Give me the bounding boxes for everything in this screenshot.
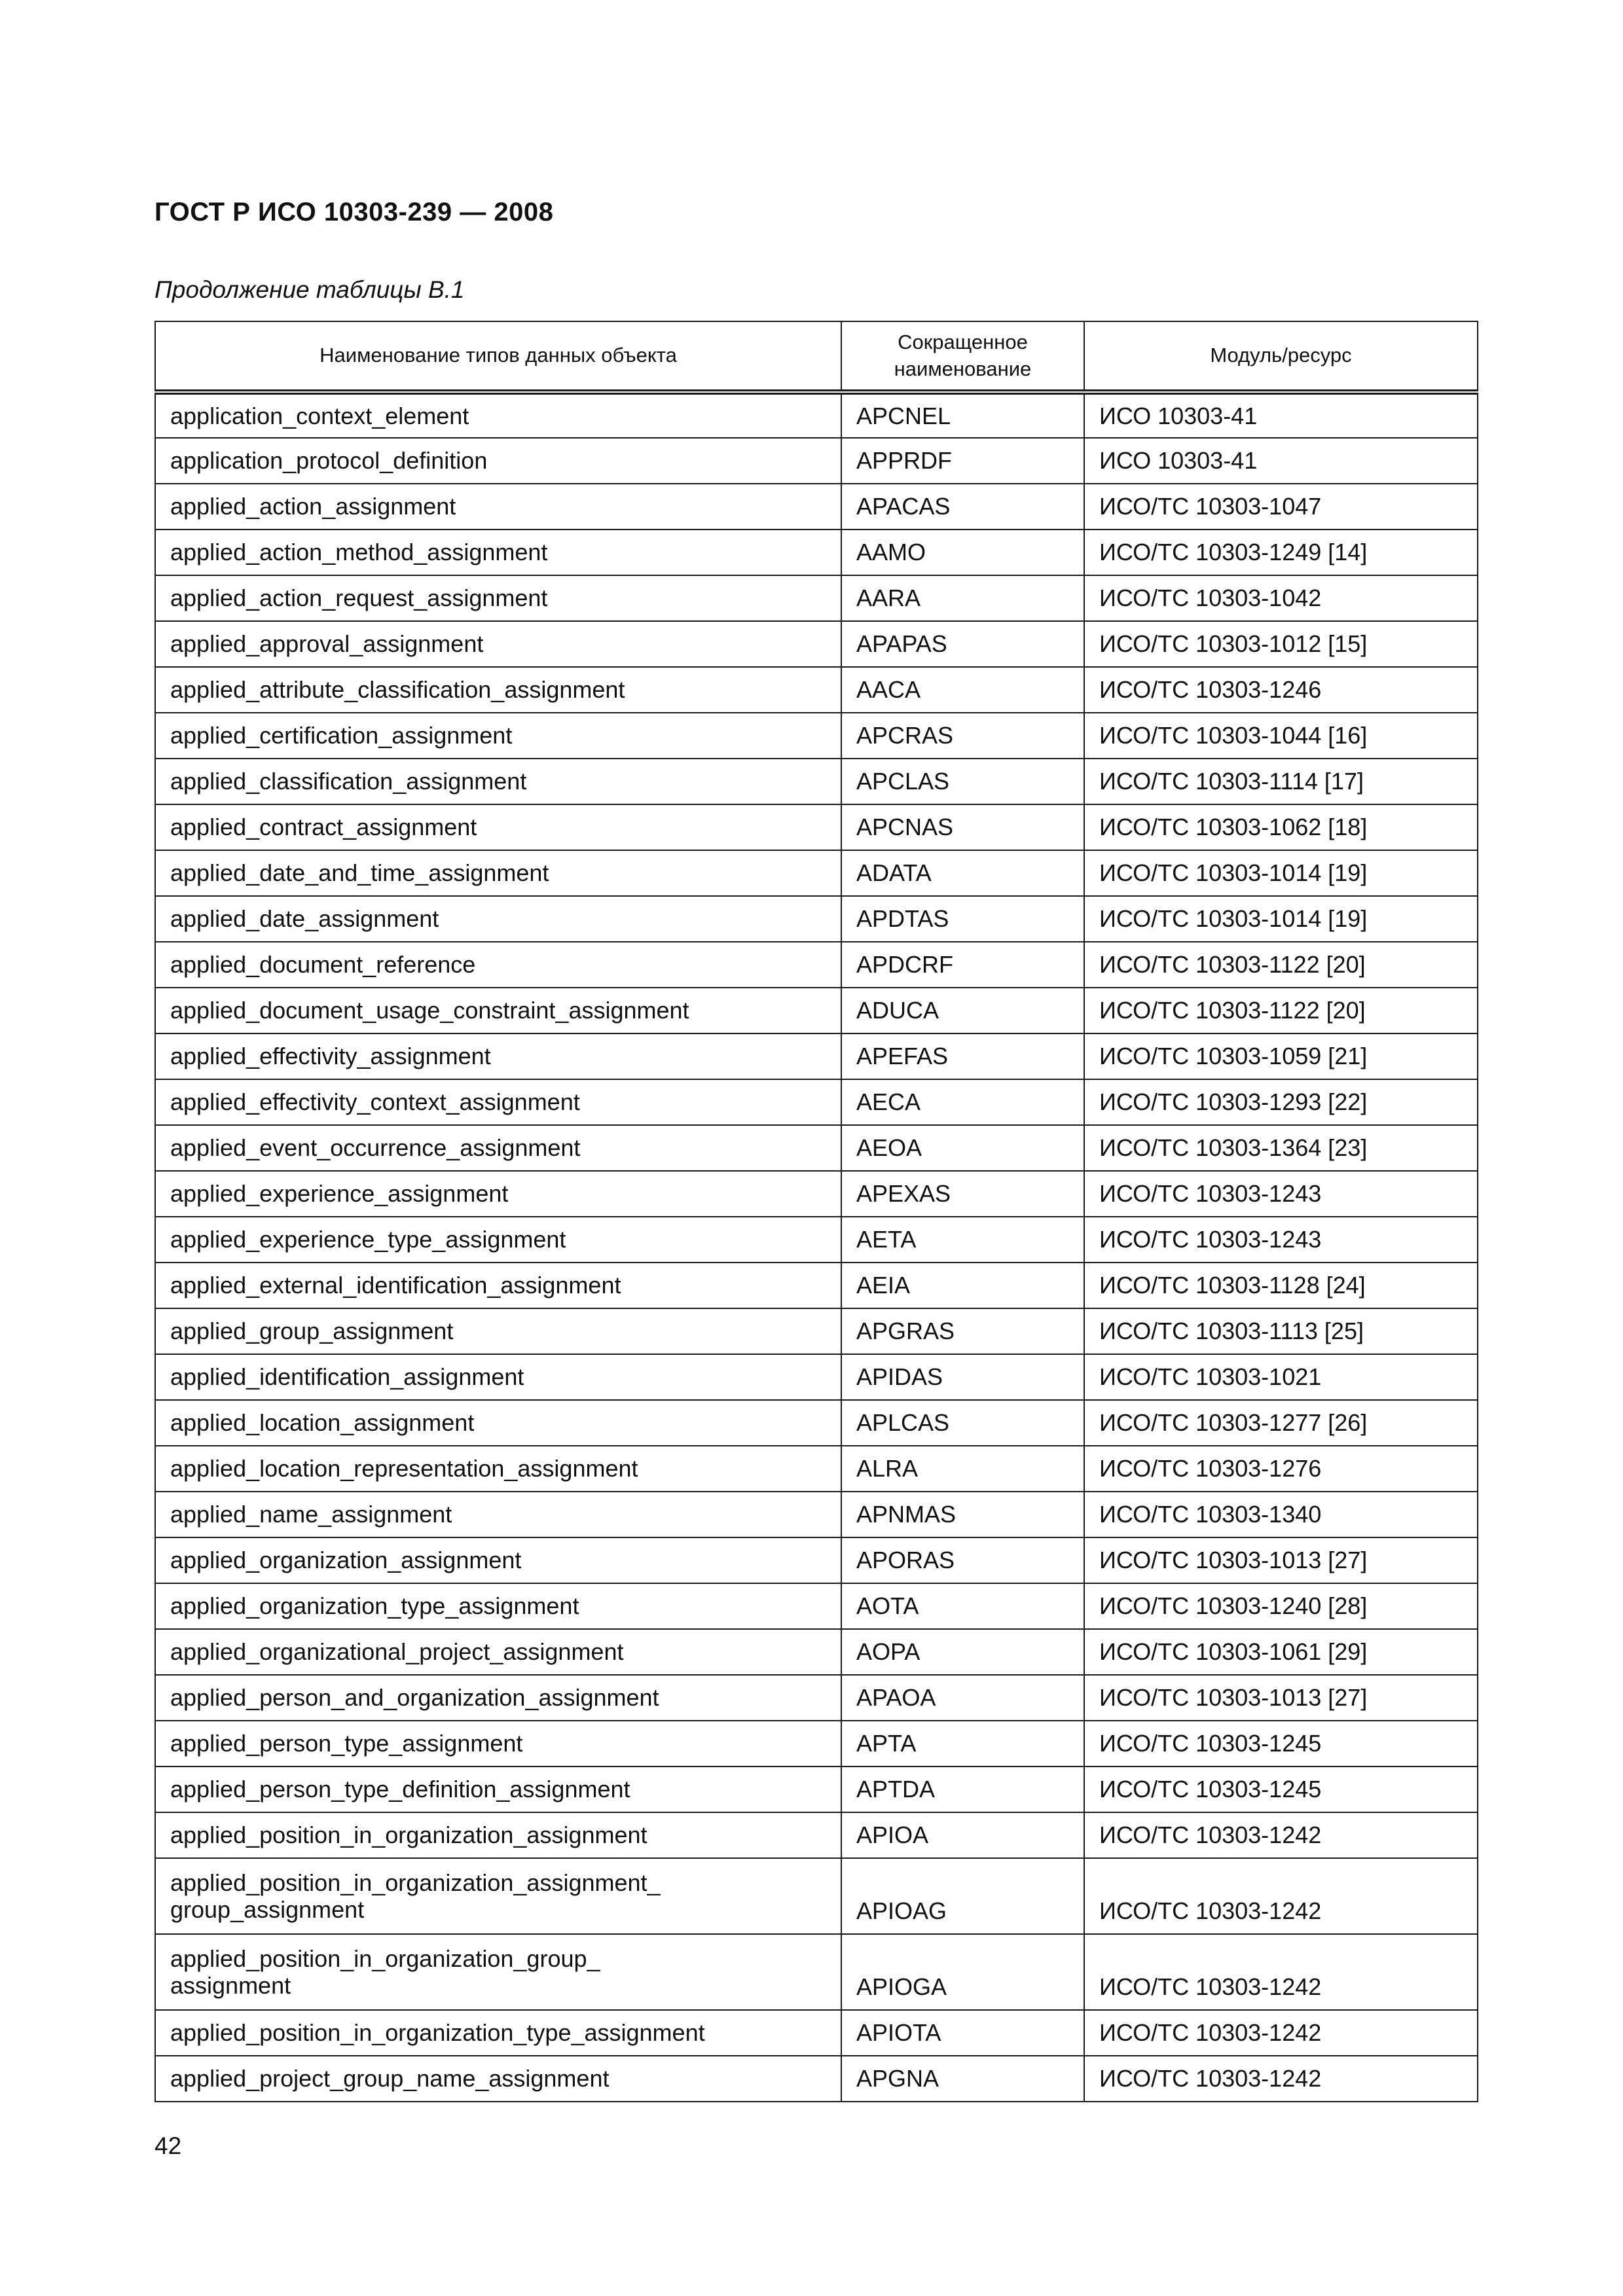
cell-short-name: APIOA <box>841 1812 1084 1858</box>
table-row <box>155 1492 1478 1537</box>
cell-entity-name: applied_certification_assignment <box>155 713 841 759</box>
cell-short-name: AECA <box>841 1079 1084 1125</box>
cell-short-name: APEXAS <box>841 1171 1084 1217</box>
cell-module: ИСО/ТС 10303-1240 [28] <box>1084 1583 1478 1629</box>
table-row <box>155 1263 1478 1308</box>
cell-module: ИСО/ТС 10303-1021 <box>1084 1354 1478 1400</box>
cell-short-name: ADATA <box>841 850 1084 896</box>
cell-short-name: APIOTA <box>841 2010 1084 2056</box>
cell-module: ИСО/ТС 10303-1114 [17] <box>1084 759 1478 804</box>
cell-module: ИСО/ТС 10303-1113 [25] <box>1084 1308 1478 1354</box>
cell-short-name: AOPA <box>841 1629 1084 1675</box>
cell-entity-name: applied_effectivity_context_assignment <box>155 1079 841 1125</box>
table-row <box>155 667 1478 713</box>
cell-entity-name: applied_document_reference <box>155 942 841 988</box>
table-row <box>155 713 1478 759</box>
cell-entity-name: applied_action_method_assignment <box>155 529 841 575</box>
table-row <box>155 1721 1478 1767</box>
cell-entity-name: applied_person_and_organization_assignment <box>155 1675 841 1721</box>
entity-data-types-table <box>155 321 1478 2102</box>
cell-entity-name: applied_document_usage_constraint_assignment <box>155 988 841 1033</box>
table-caption: Продолжение таблицы В.1 <box>155 276 465 303</box>
cell-short-name: APGNA <box>841 2056 1084 2102</box>
table-row <box>155 1171 1478 1217</box>
cell-entity-name: applied_position_in_organization_assignment <box>155 1812 841 1858</box>
cell-short-name: APDCRF <box>841 942 1084 988</box>
cell-module: ИСО/ТС 10303-1243 <box>1084 1171 1478 1217</box>
cell-short-name: APIOAG <box>841 1858 1084 1934</box>
cell-entity-name: applied_organizational_project_assignment <box>155 1629 841 1675</box>
cell-short-name: APCNEL <box>841 392 1084 438</box>
table-row <box>155 804 1478 850</box>
table-row <box>155 1079 1478 1125</box>
cell-module: ИСО/ТС 10303-1293 [22] <box>1084 1079 1478 1125</box>
cell-short-name: AAMO <box>841 529 1084 575</box>
table-row <box>155 1767 1478 1812</box>
cell-entity-name: applied_location_representation_assignment <box>155 1446 841 1492</box>
cell-short-name: APGRAS <box>841 1308 1084 1354</box>
table-row <box>155 438 1478 484</box>
document-header: ГОСТ Р ИСО 10303-239 — 2008 <box>155 198 554 226</box>
cell-entity-name: applied_action_request_assignment <box>155 575 841 621</box>
table-row <box>155 621 1478 667</box>
cell-entity-name: applied_experience_assignment <box>155 1171 841 1217</box>
cell-entity-name: applied_date_and_time_assignment <box>155 850 841 896</box>
cell-module: ИСО/ТС 10303-1340 <box>1084 1492 1478 1537</box>
cell-module: ИСО/ТС 10303-1122 [20] <box>1084 988 1478 1033</box>
cell-entity-name: applied_organization_type_assignment <box>155 1583 841 1629</box>
table-row <box>155 1446 1478 1492</box>
table-header <box>155 321 1478 392</box>
cell-module: ИСО/ТС 10303-1242 <box>1084 2010 1478 2056</box>
cell-entity-name: applied_project_group_name_assignment <box>155 2056 841 2102</box>
cell-entity-name: application_protocol_definition <box>155 438 841 484</box>
cell-entity-name: applied_location_assignment <box>155 1400 841 1446</box>
table-row <box>155 575 1478 621</box>
table-body <box>155 392 1478 2102</box>
cell-short-name: APAPAS <box>841 621 1084 667</box>
cell-short-name: APAOA <box>841 1675 1084 1721</box>
cell-entity-name: applied_position_in_organization_group_ assignment <box>155 1934 841 2010</box>
cell-entity-name: applied_attribute_classification_assignment <box>155 667 841 713</box>
cell-entity-name: applied_person_type_definition_assignment <box>155 1767 841 1812</box>
table-row <box>155 1354 1478 1400</box>
table-row <box>155 1308 1478 1354</box>
column-header-abbr: Сокращенное наименование <box>841 321 1084 392</box>
cell-module: ИСО/ТС 10303-1277 [26] <box>1084 1400 1478 1446</box>
table-row <box>155 1400 1478 1446</box>
table-row <box>155 1812 1478 1858</box>
table-row <box>155 1125 1478 1171</box>
cell-entity-name: applied_position_in_organization_assignment_ group_assignment <box>155 1858 841 1934</box>
cell-short-name: AACA <box>841 667 1084 713</box>
cell-entity-name: applied_event_occurrence_assignment <box>155 1125 841 1171</box>
cell-entity-name: applied_external_identification_assignment <box>155 1263 841 1308</box>
cell-short-name: APORAS <box>841 1537 1084 1583</box>
cell-module: ИСО/ТС 10303-1044 [16] <box>1084 713 1478 759</box>
table-row <box>155 1934 1478 2010</box>
cell-module: ИСО/ТС 10303-1061 [29] <box>1084 1629 1478 1675</box>
page-number: 42 <box>155 2132 182 2159</box>
cell-short-name: APIOGA <box>841 1934 1084 2010</box>
cell-entity-name: applied_date_assignment <box>155 896 841 942</box>
cell-short-name: APEFAS <box>841 1033 1084 1079</box>
cell-module: ИСО/ТС 10303-1242 <box>1084 1858 1478 1934</box>
table-row <box>155 1675 1478 1721</box>
cell-entity-name: applied_group_assignment <box>155 1308 841 1354</box>
cell-entity-name: applied_classification_assignment <box>155 759 841 804</box>
cell-short-name: AEOA <box>841 1125 1084 1171</box>
cell-module: ИСО/ТС 10303-1245 <box>1084 1767 1478 1812</box>
cell-module: ИСО/ТС 10303-1242 <box>1084 1812 1478 1858</box>
cell-module: ИСО/ТС 10303-1122 [20] <box>1084 942 1478 988</box>
cell-module: ИСО/ТС 10303-1245 <box>1084 1721 1478 1767</box>
cell-entity-name: applied_approval_assignment <box>155 621 841 667</box>
table-row <box>155 850 1478 896</box>
table-row <box>155 529 1478 575</box>
table-row <box>155 1629 1478 1675</box>
cell-entity-name: applied_name_assignment <box>155 1492 841 1537</box>
cell-entity-name: applied_contract_assignment <box>155 804 841 850</box>
table-row <box>155 1537 1478 1583</box>
column-header-name: Наименование типов данных объекта <box>155 321 841 392</box>
cell-short-name: APCNAS <box>841 804 1084 850</box>
table-row <box>155 896 1478 942</box>
cell-short-name: APPRDF <box>841 438 1084 484</box>
cell-short-name: APIDAS <box>841 1354 1084 1400</box>
cell-module: ИСО/ТС 10303-1042 <box>1084 575 1478 621</box>
cell-entity-name: applied_action_assignment <box>155 484 841 529</box>
cell-module: ИСО/ТС 10303-1243 <box>1084 1217 1478 1263</box>
cell-short-name: AEIA <box>841 1263 1084 1308</box>
cell-short-name: APACAS <box>841 484 1084 529</box>
cell-short-name: ALRA <box>841 1446 1084 1492</box>
cell-short-name: ADUCA <box>841 988 1084 1033</box>
cell-short-name: AETA <box>841 1217 1084 1263</box>
cell-entity-name: applied_effectivity_assignment <box>155 1033 841 1079</box>
cell-entity-name: applied_organization_assignment <box>155 1537 841 1583</box>
cell-module: ИСО/ТС 10303-1128 [24] <box>1084 1263 1478 1308</box>
cell-short-name: APTDA <box>841 1767 1084 1812</box>
cell-module: ИСО/ТС 10303-1242 <box>1084 1934 1478 2010</box>
table-row <box>155 2010 1478 2056</box>
cell-module: ИСО/ТС 10303-1364 [23] <box>1084 1125 1478 1171</box>
cell-module: ИСО 10303-41 <box>1084 392 1478 438</box>
cell-entity-name: applied_position_in_organization_type_assignment <box>155 2010 841 2056</box>
cell-short-name: APTA <box>841 1721 1084 1767</box>
cell-module: ИСО/ТС 10303-1242 <box>1084 2056 1478 2102</box>
table-row <box>155 759 1478 804</box>
cell-module: ИСО/ТС 10303-1013 [27] <box>1084 1675 1478 1721</box>
table-row <box>155 1858 1478 1934</box>
cell-module: ИСО/ТС 10303-1013 [27] <box>1084 1537 1478 1583</box>
cell-short-name: APCLAS <box>841 759 1084 804</box>
cell-short-name: APCRAS <box>841 713 1084 759</box>
table-row <box>155 988 1478 1033</box>
table-row <box>155 942 1478 988</box>
cell-module: ИСО/ТС 10303-1014 [19] <box>1084 850 1478 896</box>
cell-short-name: APDTAS <box>841 896 1084 942</box>
table-row <box>155 392 1478 438</box>
cell-module: ИСО/ТС 10303-1062 [18] <box>1084 804 1478 850</box>
cell-short-name: AOTA <box>841 1583 1084 1629</box>
table-row <box>155 1217 1478 1263</box>
cell-entity-name: applied_person_type_assignment <box>155 1721 841 1767</box>
table-row <box>155 2056 1478 2102</box>
table-row <box>155 1583 1478 1629</box>
cell-entity-name: applied_experience_type_assignment <box>155 1217 841 1263</box>
cell-short-name: APLCAS <box>841 1400 1084 1446</box>
cell-module: ИСО/ТС 10303-1059 [21] <box>1084 1033 1478 1079</box>
cell-short-name: APNMAS <box>841 1492 1084 1537</box>
cell-module: ИСО 10303-41 <box>1084 438 1478 484</box>
table-row <box>155 1033 1478 1079</box>
cell-module: ИСО/ТС 10303-1249 [14] <box>1084 529 1478 575</box>
column-header-module: Модуль/ресурс <box>1084 321 1478 392</box>
cell-module: ИСО/ТС 10303-1047 <box>1084 484 1478 529</box>
cell-module: ИСО/ТС 10303-1276 <box>1084 1446 1478 1492</box>
cell-entity-name: applied_identification_assignment <box>155 1354 841 1400</box>
cell-module: ИСО/ТС 10303-1014 [19] <box>1084 896 1478 942</box>
table-row <box>155 484 1478 529</box>
cell-module: ИСО/ТС 10303-1012 [15] <box>1084 621 1478 667</box>
cell-short-name: AARA <box>841 575 1084 621</box>
cell-entity-name: application_context_element <box>155 392 841 438</box>
cell-module: ИСО/ТС 10303-1246 <box>1084 667 1478 713</box>
